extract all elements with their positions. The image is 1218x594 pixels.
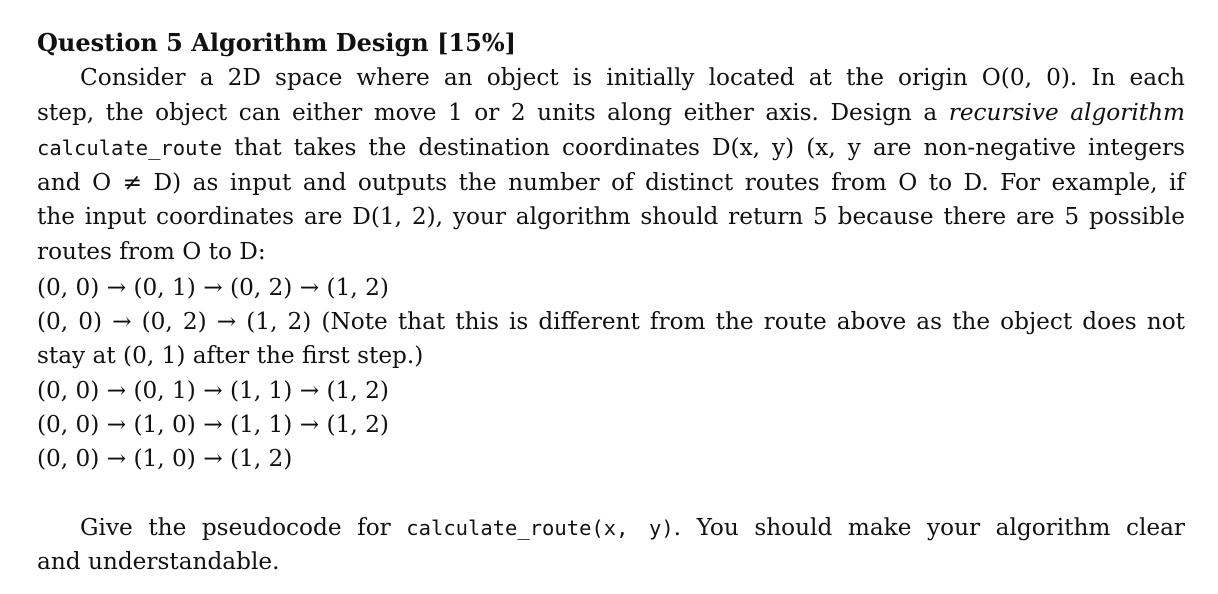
function-call-code: calculate_route(x, y) — [406, 516, 674, 540]
function-name-code: calculate_route — [37, 136, 223, 160]
question-title: Question 5 Algorithm Design [15%] — [37, 28, 516, 57]
paragraph-line-3-text: that takes the destination coordinates D(x, y) (x, y are non-negative integers — [222, 134, 1185, 161]
instruction-text: Give the pseudocode for — [80, 514, 407, 541]
route-4: (0, 0) → (1, 0) → (1, 1) → (1, 2) — [37, 411, 389, 438]
recursive-algorithm-emphasis: recursive algorithm — [948, 99, 1185, 126]
route-3: (0, 0) → (0, 1) → (1, 1) → (1, 2) — [37, 377, 389, 404]
route-1: (0, 0) → (0, 1) → (0, 2) → (1, 2) — [37, 274, 389, 301]
paragraph-line-6: routes from O to D: — [37, 238, 266, 265]
paragraph-line-4: and O ≠ D) as input and outputs the number of distinct routes from O to D. For example, if — [37, 169, 1185, 196]
paragraph-line-2-text: step, the object can either move 1 or 2 units along either axis. Design a — [37, 99, 949, 126]
paragraph-line-3 — [37, 131, 1185, 165]
paragraph-line-1: Consider a 2D space where an object is initially located at the origin O(0, 0). In each — [80, 64, 1185, 91]
route-5: (0, 0) → (1, 0) → (1, 2) — [37, 445, 293, 472]
instruction-line-2: and understandable. — [37, 548, 280, 575]
instruction-line-1 — [80, 511, 1185, 545]
paragraph-line-5: the input coordinates are D(1, 2), your algorithm should return 5 because there are 5 possible — [37, 203, 1185, 230]
instruction-text-end: . You should make your algorithm clear — [673, 514, 1186, 541]
route-2-continued: stay at (0, 1) after the first step.) — [37, 342, 424, 369]
route-2: (0, 0) → (0, 2) → (1, 2) (Note that this is different from the route above as the object does not — [37, 308, 1185, 335]
paragraph-line-2 — [37, 96, 1185, 130]
